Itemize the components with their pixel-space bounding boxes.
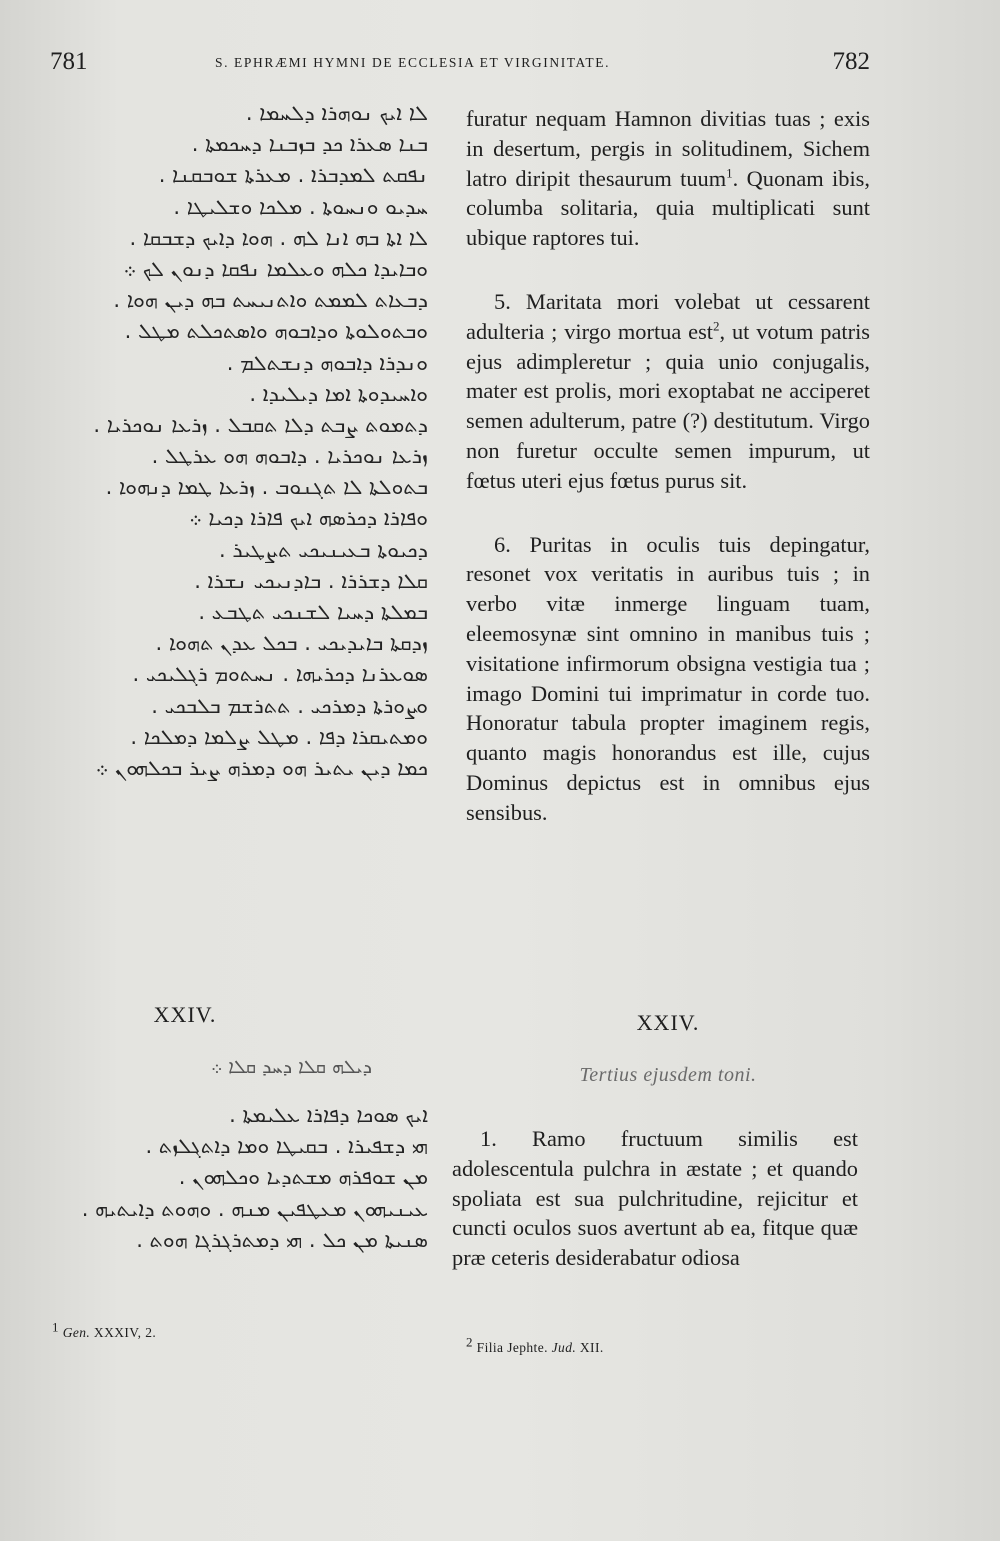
syriac-line: ܢܦܩܬ ܠܡܕܒܪܐ . ܡܥܪܬܐ ܫܘܒܩܢܐ . [158,163,428,188]
syriac-line: ܒܡܠܬܐ ܕܚܝܐ ܠܫܢܟܝ ܬܛܒܥ . [198,600,428,624]
latin-paragraph: furatur nequam Hamnon divitias tuas ; exis in desertum, pergis in solitudinem, Sichem latro diripit thesaurum tuum$^1$. Quonam ibis, columba solitaria, quia multiplicati sunt ubique raptores tui. [466,106,870,251]
syriac-line: ܗܝ ܕܫܦܝܪܐ . ܒܩܝܛܐ ܘܡܐ ܕܐܬܓܠܙܬ . [145,1134,428,1159]
syriac-line: ܠܐ ܐܬܐ ܒܗ ܐܢܐ ܠܗ . ܗܘܐ ܕܐܝܟ ܕܫܒܩܐ . [129,225,428,250]
section-heading-left: XXIV. [153,1002,217,1027]
latin-paragraph: 5. Maritata mori volebat ut cessarent adulteria ; virgo mortua est$^2$, ut votum patris ejus adimpleretur ; quia unio conjugalis, mater est prolis, mori exoptabat ne acciperet semen adulterum, patre (?) destitutum. Virgo non furetur occulte semen impurum, ut fœtus uteri ejus fœtus purus sit. [466,288,871,493]
footnote-left: $^1$ Gen. XXXIV, 2. [52,1319,157,1340]
syriac-line: ܠܐ ܐܝܟ ܢܘܗܪܐ ܕܠܚܡܐ . [245,101,428,125]
running-header [50,48,870,88]
syriac-line: ܣܘܥܪܢܐ ܕܟܪܝܗܐ . ܢܚܬܘܡ ܪܓܠܝܟܝ . [132,662,428,687]
syriac-column-bottom [60,1050,432,1256]
syriac-line: ܒܬܘܠܬܐ ܠܐ ܬܓܢܘܒ . ܙܪܥܐ ܛܡܐ ܕܢܗܘܐ . [105,475,428,500]
latin-paragraph: 1. Ramo fructuum similis est adolescentula pulchra in æstate ; et quando spoliata est sua pulchritudine, rejicitur et cuncti oculos suos avertunt ab ea, fitque quæ præ ceteris desiderabatur odiosa [452,1126,858,1271]
syriac-line: ܒܢܐ ܣܥܪܐ ܟܕ ܒܙܒܢܐ ܕܚܟܡܬܐ . [191,132,428,157]
syriac-line: ܘܢܕܪܐ ܕܐܒܘܗ ܕܢܫܬܠܡ . [226,350,428,375]
page-number-left: 781 [50,48,88,75]
syriac-line: ܡܢ ܫܘܦܪܗ ܡܫܬܕܝܐ ܘܟܠܗܘܢ . [178,1165,428,1190]
syriac-line: ܙܪܥܐ ܢܘܟܪܝܐ . ܕܐܒܘܗ ܗܘ ܥܪܛܠ . [151,444,428,469]
latin-column-bottom [452,1124,858,1273]
section-rubric: Tertius ejusdem toni. [579,1064,757,1086]
syriac-rubric: ܕܝܠܗ ܩܠܐ ܕܚܕ ܩܠܐ ܀ [210,1056,372,1078]
section-heading-right: XXIV. [636,1010,700,1035]
syriac-line: ܘܐܚܝܕܘܬܐ ܐܡܐ ܕܝܠܝܕܐ . [249,381,428,406]
footnote-mark: 2 [713,318,720,334]
syriac-line: ܕܬܡܘܬ ܨܒܬ ܕܠܐ ܬܩܒܠ . ܙܪܥܐ ܢܘܟܪܝܐ . [93,412,428,437]
syriac-line: ܥܝܢܝܗܘܢ ܡܥܛܦܝܢ ܡܢܗ . ܘܗܘܬ ܕܐܝܬܝܗ . [81,1196,428,1221]
syriac-line: ܟܡܐ ܕܝܢ ܝܬܝܪ ܗܘ ܕܡܪܗ ܨܝܪ ܒܟܠܗܘܢ ܀ [95,755,428,780]
syriac-line: ܘܨܘܪܬܐ ܕܡܪܟܝ . ܬܬܪܫܡ ܒܠܒܟܝ . [151,693,428,718]
page-number-right: 782 [832,48,870,75]
syriac-line: ܣܢܝܬܐ ܡܢ ܟܠ . ܗܝ ܕܡܬܪܓܪܓܐ ܗܘܬ . [136,1227,428,1252]
syriac-line: ܕܒܥܐܬ ܠܡܡܬ ܘܐܬܢܝܚܬ ܒܗ ܕܝܢ ܗܘܐ . [113,288,428,313]
syriac-line: ܘܒܐܝܕܐ ܟܠܗ ܘܥܠܡܐ ܢܦܩܐ ܕܢܘܢ ܠܟ ܀ [123,256,428,281]
latin-column-top [466,104,870,828]
syriac-line: ܘܡܬܝܩܪܐ ܕܦܐ . ܡܛܠ ܨܠܡܐ ܕܡܠܟܐ . [130,724,428,749]
syriac-line: ܕܟܝܘܬܐ ܒܥܝܢܝܟܝ ܬܨܛܝܪ . [218,537,428,562]
footnote-right: $^2$ Filia Jephte. Jud. XII. [466,1334,604,1355]
running-title: S. EPHRÆMI HYMNI DE ECCLESIA ET VIRGINITATE. [215,55,611,70]
syriac-line: ܘܒܬܘܠܘܬܐ ܘܕܐܒܘܗ ܘܐܣܬܟܠܬ ܡܛܠ . [124,319,428,344]
latin-paragraph: 6. Puritas in oculis tuis depingatur, resonet vox veritatis in auribus tuis ; in verbo vitæ inmerge linguam tuam, eleemosynæ sint omnino in manibus tuis ; visitatione infirmorum obsigna vestigia tua ; imago Domini tui imprimatur in corde tuo. Honoratur tabula propter imaginem regis, quanto magis honorandus est ille, cujus Dominus depictus est in omnibus ejus sensibus. [466,531,870,825]
syriac-line: ܐܝܟ ܣܘܟܐ ܕܦܐܪܐ ܥܠܝܡܬܐ . [229,1103,428,1127]
syriac-line: ܘܦܐܪܐ ܕܟܪܣܗ ܐܝܟ ܦܐܪܐ ܕܟܝܐ ܀ [189,506,428,531]
syriac-line: ܙܕܩܬܐ ܒܐܝܕܝܟܝ . ܒܟܠ ܥܕܢ ܬܗܘܐ . [155,631,428,656]
syriac-column-top [60,98,432,784]
syriac-line: ܚܕܝܘ ܘܢܚܘܬܐ . ܡܠܟܐ ܘܫܠܝܛܐ . [173,194,428,219]
syriac-line: ܩܠܐ ܕܫܪܪܐ . ܒܐܕܢܝܟܝ ܢܫܪܐ . [194,568,428,593]
footnote-mark: 1 [726,165,733,181]
